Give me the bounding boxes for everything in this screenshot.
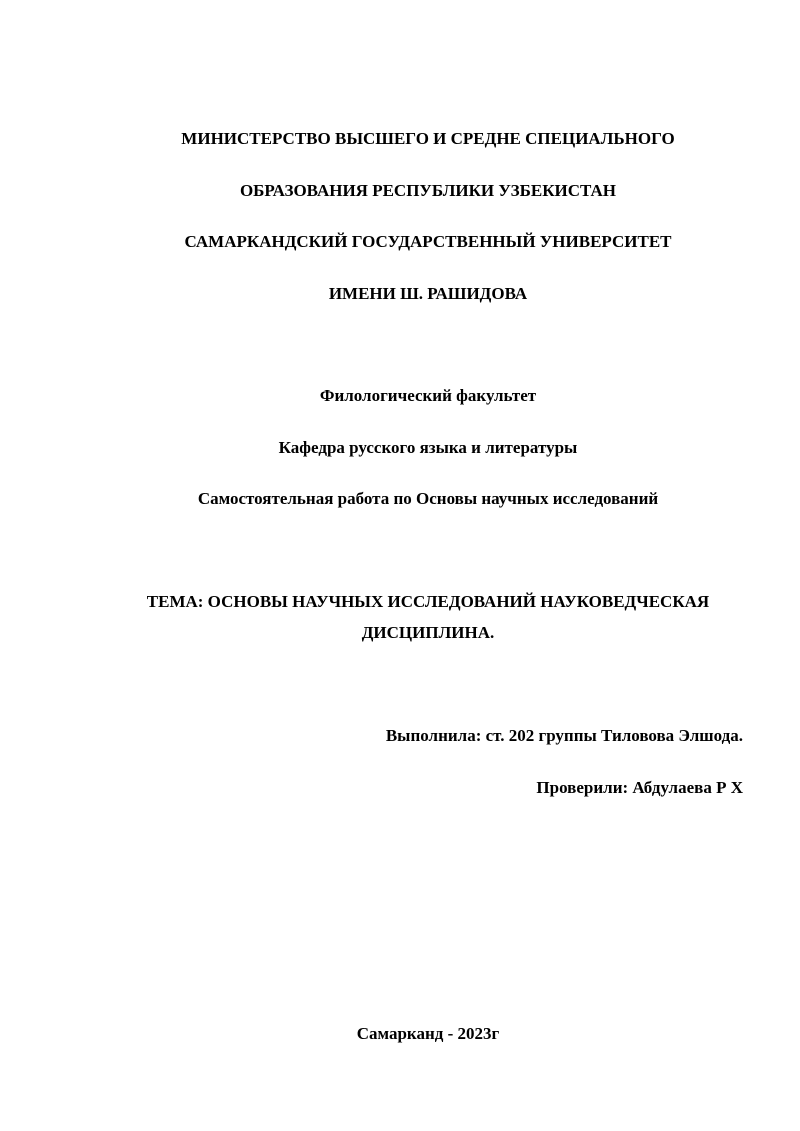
checker-credit: Проверили: Абдулаева Р Х bbox=[536, 778, 743, 797]
university-line-2: ИМЕНИ Ш. РАШИДОВА bbox=[328, 284, 528, 303]
faculty-name: Филологический факультет bbox=[319, 386, 537, 405]
topic-line-1: ТЕМА: ОСНОВЫ НАУЧНЫХ ИССЛЕДОВАНИЙ НАУКОВЕДЧЕСКАЯ bbox=[146, 592, 710, 611]
author-credit: Выполнила: ст. 202 группы Тиловова Элшода. bbox=[385, 726, 743, 745]
ministry-line-1: МИНИСТЕРСТВО ВЫСШЕГО И СРЕДНЕ СПЕЦИАЛЬНОГО bbox=[181, 129, 675, 148]
city-year: Самарканд - 2023г bbox=[356, 1024, 500, 1043]
topic-line-2: ДИСЦИПЛИНА. bbox=[361, 623, 495, 642]
department-name: Кафедра русского языка и литературы bbox=[278, 438, 578, 457]
ministry-line-2: ОБРАЗОВАНИЯ РЕСПУБЛИКИ УЗБЕКИСТАН bbox=[239, 181, 617, 200]
university-line-1: САМАРКАНДСКИЙ ГОСУДАРСТВЕННЫЙ УНИВЕРСИТЕТ bbox=[184, 232, 672, 251]
work-title: Самостоятельная работа по Основы научных исследований bbox=[197, 489, 659, 508]
